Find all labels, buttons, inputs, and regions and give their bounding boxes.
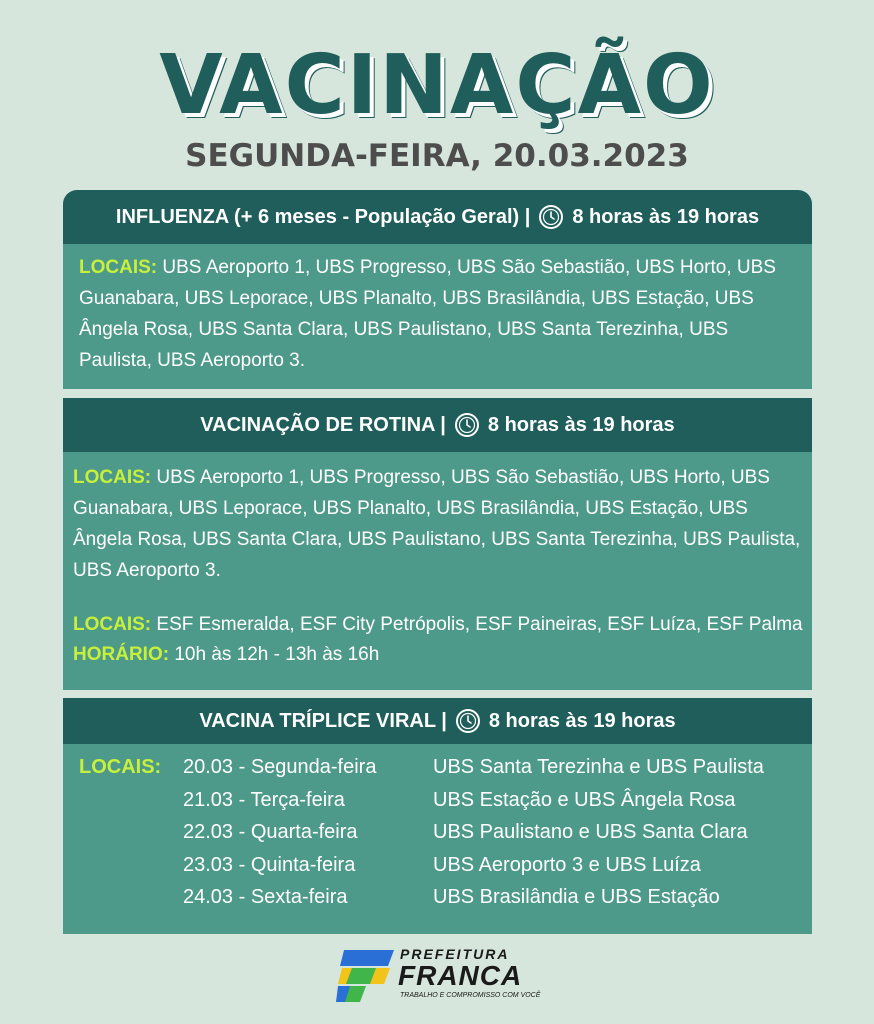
schedule-row bbox=[79, 850, 812, 883]
schedule-place: UBS Santa Terezinha e UBS Paulista bbox=[433, 756, 764, 778]
influenza-body bbox=[63, 244, 812, 389]
influenza-hours: 8 horas às 19 horas bbox=[572, 205, 760, 228]
schedule-row bbox=[79, 882, 812, 915]
logo-line1: PREFEITURA bbox=[400, 946, 510, 962]
schedule-place: UBS Paulistano e UBS Santa Clara bbox=[433, 821, 748, 843]
locais-text: UBS Aeroporto 1, UBS Progresso, UBS São Sebastião, UBS Horto, UBS Guanabara, UBS Leporace, UBS Planalto, UBS Brasilândia, UBS Estação, UBS Ângela Rosa, UBS Santa Clara, UBS Paulistano, UBS Santa Terezinha, UBS Paulista, UBS Aeroporto 3. bbox=[73, 467, 801, 581]
clock-icon bbox=[455, 708, 481, 734]
schedule-place: UBS Estação e UBS Ângela Rosa bbox=[433, 788, 736, 811]
clock-icon bbox=[454, 412, 480, 438]
locais-label: LOCAIS: bbox=[73, 467, 152, 488]
locais-label: LOCAIS: bbox=[79, 257, 158, 278]
triplice-title: VACINA TRÍPLICE VIRAL | bbox=[199, 709, 447, 732]
schedule-row bbox=[79, 817, 812, 850]
horario-text: 10h às 12h - 13h às 16h bbox=[174, 644, 380, 665]
logo-line2: FRANCA bbox=[398, 960, 523, 991]
page-subtitle: SEGUNDA-FEIRA, 20.03.2023 bbox=[185, 138, 689, 174]
rotina-title: VACINAÇÃO DE ROTINA | bbox=[200, 413, 446, 436]
schedule-day: 21.03 - Terça-feira bbox=[183, 788, 345, 811]
horario-label: HORÁRIO: bbox=[73, 644, 170, 665]
locais-label: LOCAIS: bbox=[73, 614, 152, 635]
schedule-place: UBS Brasilândia e UBS Estação bbox=[433, 886, 720, 908]
rotina-card bbox=[63, 398, 812, 690]
page-title: VACINAÇÃO bbox=[159, 38, 715, 133]
logo-line3: TRABALHO E COMPROMISSO COM VOCÊ bbox=[400, 992, 541, 999]
rotina-body bbox=[63, 452, 812, 690]
locais-label: LOCAIS: bbox=[79, 756, 162, 778]
flag-icon bbox=[336, 944, 398, 1004]
triplice-body bbox=[63, 744, 812, 934]
influenza-card bbox=[63, 190, 812, 389]
rotina-para1 bbox=[73, 462, 804, 586]
triplice-header bbox=[63, 698, 812, 744]
triplice-hours: 8 horas às 19 horas bbox=[488, 709, 676, 732]
schedule-place: UBS Aeroporto 3 e UBS Luíza bbox=[433, 853, 701, 876]
rotina-header bbox=[63, 398, 812, 452]
schedule-day: 24.03 - Sexta-feira bbox=[183, 886, 348, 908]
triplice-card bbox=[63, 698, 812, 934]
schedule-day: 22.03 - Quarta-feira bbox=[183, 821, 358, 843]
schedule-row bbox=[79, 752, 812, 785]
schedule-day: 23.03 - Quinta-feira bbox=[183, 853, 356, 876]
rotina-horario bbox=[73, 640, 804, 670]
influenza-title: INFLUENZA (+ 6 meses - População Geral) | bbox=[115, 205, 531, 228]
rotina-para2 bbox=[73, 610, 804, 640]
prefeitura-logo bbox=[336, 944, 541, 1004]
clock-icon bbox=[538, 204, 564, 230]
schedule-day: 20.03 - Segunda-feira bbox=[183, 756, 377, 778]
locais-text: UBS Aeroporto 1, UBS Progresso, UBS São Sebastião, UBS Horto, UBS Guanabara, UBS Leporace, UBS Planalto, UBS Brasilândia, UBS Estação, UBS Ângela Rosa, UBS Santa Clara, UBS Paulistano, UBS Santa Terezinha, UBS Paulista, UBS Aeroporto 3. bbox=[79, 257, 776, 371]
locais-text: ESF Esmeralda, ESF City Petrópolis, ESF Paineiras, ESF Luíza, ESF Palma bbox=[156, 614, 803, 635]
influenza-header bbox=[63, 190, 812, 244]
schedule-row bbox=[79, 785, 812, 818]
rotina-hours: 8 horas às 19 horas bbox=[487, 413, 675, 436]
